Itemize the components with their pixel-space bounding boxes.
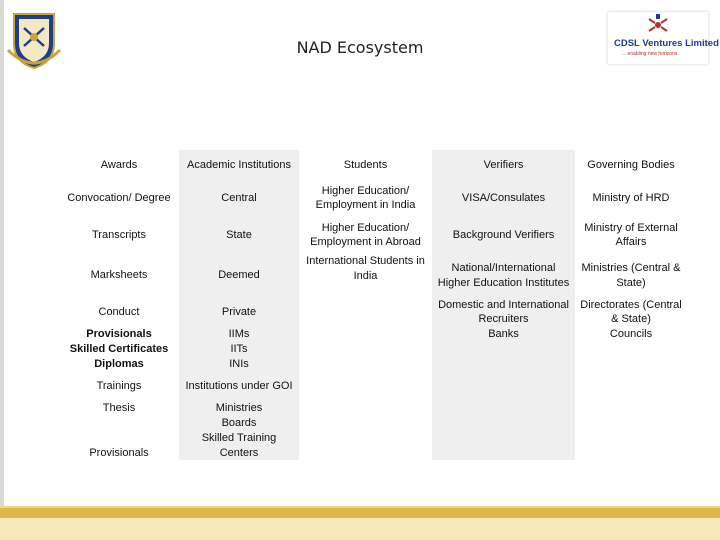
table-cell: Provisionals [59,327,179,342]
table-cell [299,431,432,460]
table-cell: Skilled Certificates [59,342,179,357]
table-cell: Domestic and International Recruiters [432,297,575,327]
header-academic-institutions: Academic Institutions [179,150,299,180]
table-cell: Convocation/ Degree [59,180,179,216]
table-cell [575,372,687,401]
table-cell: Private [179,297,299,327]
table-cell: Boards [179,416,299,431]
table-cell [575,342,687,357]
table-cell [575,401,687,416]
table-cell: Provisionals [59,416,179,460]
table-cell [575,431,687,460]
table-cell: Conduct [59,297,179,327]
table-cell: IITs [179,342,299,357]
table-cell: Central [179,180,299,216]
table-cell: International Students in India [299,254,432,297]
cdsl-brand-text: CDSL Ventures Limited [614,38,719,49]
table-cell: Ministry of HRD [575,180,687,216]
table-cell: National/International Higher Education Institutes [432,254,575,297]
cdsl-tagline-text: ... enabling new horizons [622,51,678,57]
table-cell [299,297,432,327]
table-row [59,342,687,357]
table-cell [432,401,575,416]
header-students: Students [299,150,432,180]
table-cell [299,357,432,372]
table-header-row [59,150,687,180]
table-cell: Background Verifiers [432,216,575,254]
table-cell: Trainings [59,372,179,401]
slide-title: NAD Ecosystem [296,38,424,57]
table-cell [432,342,575,357]
table-cell: Higher Education/ Employment in Abroad [299,216,432,254]
table-cell: Ministries [179,401,299,416]
table-row [59,416,687,431]
table-cell: IIMs [179,327,299,342]
table-cell: Higher Education/ Employment in India [299,180,432,216]
table-cell: Banks [432,327,575,342]
table-cell [299,372,432,401]
nad-ecosystem-table [59,150,687,460]
table-cell: Skilled Training Centers [179,431,299,460]
table-cell: Directorates (Central & State) [575,297,687,327]
table-cell [299,327,432,342]
table-cell [299,401,432,416]
header-governing-bodies: Governing Bodies [575,150,687,180]
table-cell [575,416,687,431]
table-cell: Institutions under GOI [179,372,299,401]
table-cell [575,357,687,372]
header-awards: Awards [59,150,179,180]
table-cell: Transcripts [59,216,179,254]
table-cell: VISA/Consulates [432,180,575,216]
table-cell: INIs [179,357,299,372]
table-row [59,327,687,342]
footer-gold-bar [0,508,720,518]
table-cell [432,431,575,460]
table-row [59,297,687,327]
table-cell [432,372,575,401]
table-row [59,401,687,416]
footer-band [0,518,720,540]
table-cell: Ministries (Central & State) [575,254,687,297]
table-cell [432,357,575,372]
header-verifiers: Verifiers [432,150,575,180]
cdsl-emblem-icon [608,12,708,38]
table-cell: Marksheets [59,254,179,297]
table-row [59,180,687,216]
table-cell [299,342,432,357]
table-row [59,216,687,254]
slide-left-edge [0,0,4,540]
table-cell: Deemed [179,254,299,297]
table-row [59,254,687,297]
table-cell: Thesis [59,401,179,416]
table-cell: Diplomas [59,357,179,372]
table-cell [299,416,432,431]
table-row [59,357,687,372]
table-cell: Councils [575,327,687,342]
table-cell [432,416,575,431]
table-row [59,372,687,401]
table-cell: State [179,216,299,254]
table-cell: Ministry of External Affairs [575,216,687,254]
